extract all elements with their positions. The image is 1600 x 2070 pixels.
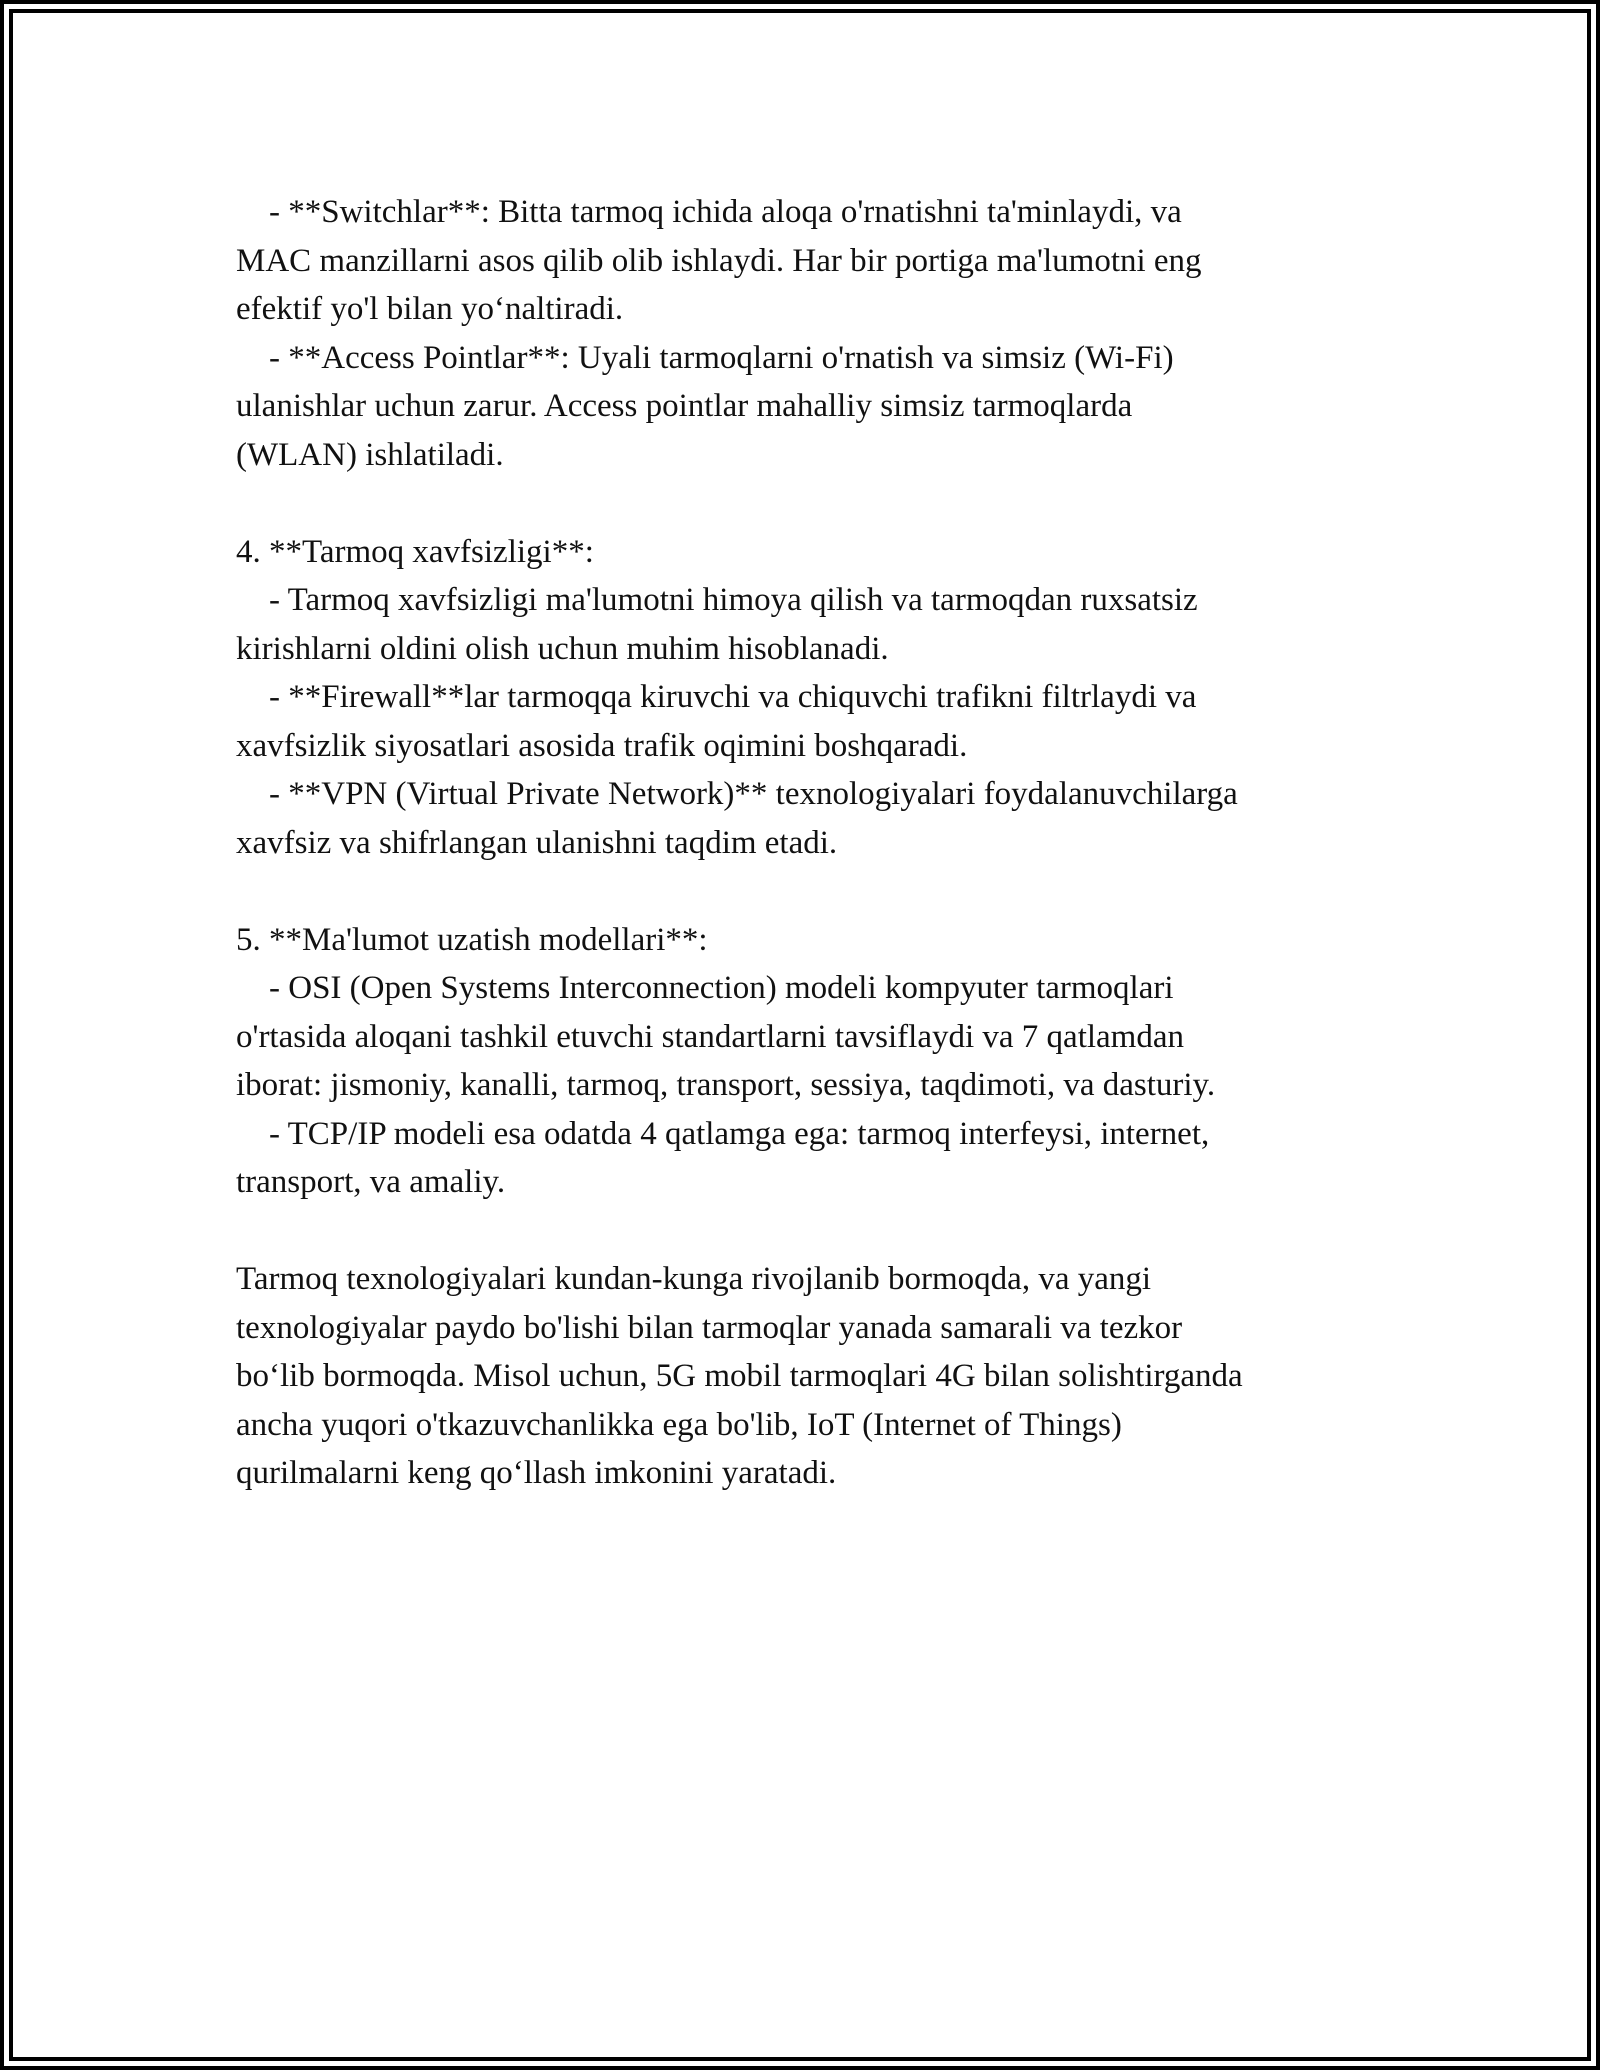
- text-line: ulanishlar uchun zarur. Access pointlar mahalliy simsiz tarmoqlarda: [236, 388, 1133, 424]
- text-line: - **Firewall**lar tarmoqqa kiruvchi va chiquvchi trafikni filtrlaydi va: [236, 679, 1197, 715]
- document-body: [236, 188, 1406, 1498]
- text-line: MAC manzillarni asos qilib olib ishlaydi. Har bir portiga ma'lumotni eng: [236, 242, 1202, 279]
- text-line: - TCP/IP modeli esa odatda 4 qatlamga ega: tarmoq interfeysi, internet,: [236, 1115, 1210, 1152]
- section-heading: 4. **Tarmoq xavfsizligi**:: [236, 533, 594, 570]
- text-line: - OSI (Open Systems Interconnection) modeli kompyuter tarmoqlari: [236, 970, 1174, 1006]
- paragraph-gap: [236, 1207, 1406, 1256]
- text-line: xavfsizlik siyosatlari asosida trafik oqimini boshqaradi.: [236, 727, 968, 764]
- paragraph-gap: [236, 479, 1406, 528]
- section-heading: 5. **Ma'lumot uzatish modellari**:: [236, 921, 708, 958]
- text-line: ancha yuqori o'tkazuvchanlikka ega bo'lib, IoT (Internet of Things): [236, 1406, 1122, 1443]
- text-line: - **Access Pointlar**: Uyali tarmoqlarni o'rnatish va simsiz (Wi-Fi): [236, 339, 1174, 376]
- text-line: efektif yo'l bilan yo‘naltiradi.: [236, 291, 624, 327]
- text-line: xavfsiz va shifrlangan ulanishni taqdim etadi.: [236, 824, 838, 861]
- text-line: qurilmalarni keng qo‘llash imkonini yaratadi.: [236, 1455, 837, 1491]
- text-line: (WLAN) ishlatiladi.: [236, 436, 504, 473]
- text-line: kirishlarni oldini olish uchun muhim hisoblanadi.: [236, 630, 889, 667]
- text-line: bo‘lib bormoqda. Misol uchun, 5G mobil tarmoqlari 4G bilan solishtirganda: [236, 1358, 1243, 1394]
- text-line: texnologiyalar paydo bo'lishi bilan tarmoqlar yanada samarali va tezkor: [236, 1309, 1183, 1346]
- paragraph-gap: [236, 867, 1406, 916]
- text-line: Tarmoq texnologiyalari kundan-kunga rivojlanib bormoqda, va yangi: [236, 1261, 1152, 1297]
- text-line: - **VPN (Virtual Private Network)** texnologiyalari foydalanuvchilarga: [236, 776, 1238, 812]
- text-line: iborat: jismoniy, kanalli, tarmoq, transport, sessiya, taqdimoti, va dasturiy.: [236, 1067, 1216, 1103]
- text-line: o'rtasida aloqani tashkil etuvchi standartlarni tavsiflaydi va 7 qatlamdan: [236, 1018, 1184, 1055]
- text-line: transport, va amaliy.: [236, 1164, 506, 1200]
- text-line: - Tarmoq xavfsizligi ma'lumotni himoya qilish va tarmoqdan ruxsatsiz: [236, 582, 1198, 618]
- text-line: - **Switchlar**: Bitta tarmoq ichida aloqa o'rnatishni ta'minlaydi, va: [236, 194, 1182, 230]
